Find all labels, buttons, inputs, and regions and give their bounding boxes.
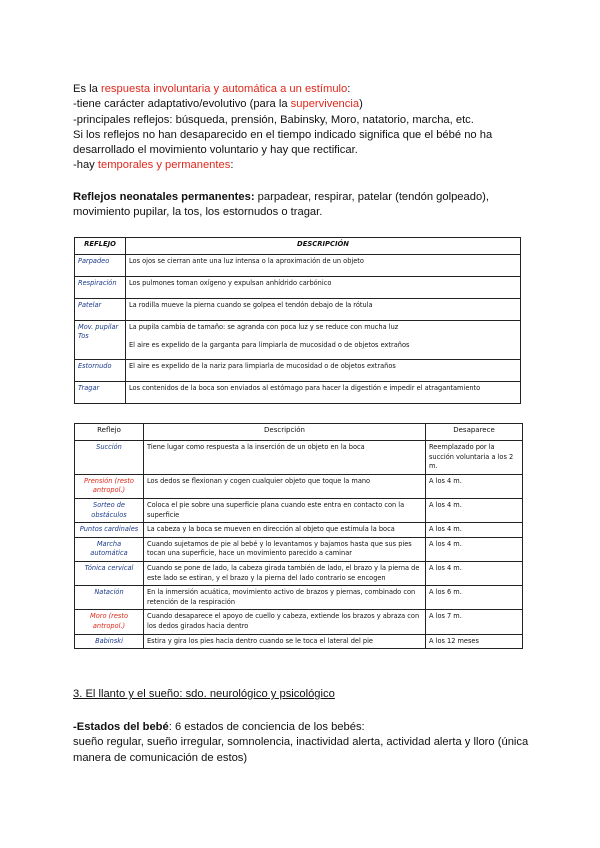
intro-line-5: desarrollado el movimiento voluntario y hay que rectificar. xyxy=(73,144,358,157)
permanent-reflexes-paragraph: Reflejos neonatales permanentes: parpadear, respirar, patelar (tendón golpeado), movimiento pupilar, la tos, los estornudos o tragar. xyxy=(73,191,490,219)
intro-line-2: -tiene carácter adaptativo/evolutivo (para la supervivencia) xyxy=(73,98,363,111)
table-row: Estornudo El aire es expelido de la nariz para limpiarla de mucosidad o de objetos extraños xyxy=(75,360,521,382)
table-row: Babinski Estira y gira los pies hacia dentro cuando se le toca el lateral del pie A los 12 meses xyxy=(75,634,523,649)
table-row: Prensión (resto antropol.) Los dedos se flexionan y cogen cualquier objeto que toque la mano A los 4 m. xyxy=(75,474,523,498)
highlight-temporales: temporales y permanentes xyxy=(97,159,231,172)
section-title: 3. El llanto y el sueño: sdo. neurológico y psicológico xyxy=(73,688,335,700)
temporary-reflexes-table xyxy=(74,423,523,649)
intro-line-3: -principales reflejos: búsqueda, prensión, Babinsky, Moro, natatorio, marcha, etc. xyxy=(73,113,474,126)
table-row: Respiración Los pulmones toman oxígeno y expulsan anhídrido carbónico xyxy=(75,277,521,299)
table-row: Moro (resto antropol.) Cuando desaparece el apoyo de cuello y cabeza, extiende los brazos y abraza con los dedos girados hacia dentro A los 7 m. xyxy=(75,610,523,634)
table-row: Tragar Los contenidos de la boca son enviados al estómago para hacer la digestión e impedir el atragantamiento xyxy=(75,382,521,404)
table-row: Marcha automática Cuando sujetamos de pie al bebé y lo levantamos y bajamos hasta que sus pies tocan una superficie, hace un movimiento parecido a caminar A los 4 m. xyxy=(75,537,523,561)
intro-paragraph xyxy=(73,82,533,174)
states-heading: -Estados del bebé xyxy=(73,721,169,733)
table-header-row: Reflejo Descripción Desaparece xyxy=(75,424,523,441)
table-row: Parpadeo Los ojos se cierran ante una luz intensa o la aproximación de un objeto xyxy=(75,255,521,277)
intro-line-6: -hay temporales y permanentes: xyxy=(73,159,234,172)
table-row: Succión Tiene lugar como respuesta a la inserción de un objeto en la boca Reemplazado por la succión voluntaria a los 2 m. xyxy=(75,441,523,475)
table-row: Mov. pupilar Tos La pupila cambia de tamaño: se agranda con poca luz y se reduce con mucha luz El aire es expelido de la garganta para limpiarla de mucosidad o de objetos extraños xyxy=(75,321,521,360)
highlight-supervivencia: supervivencia xyxy=(290,98,360,111)
table-row: Tónica cervical Cuando se pone de lado, la cabeza girada también de lado, el brazo y la pierna de este lado se estiran, y el brazo y la pierna del lado contrario se encogen A los 4 m. xyxy=(75,561,523,585)
table-row: Puntos cardinales La cabeza y la boca se mueven en dirección al objeto que estimula la boca A los 4 m. xyxy=(75,523,523,538)
intro-line-1: Es la respuesta involuntaria y automática a un estímulo: xyxy=(73,83,351,95)
permanent-reflexes-table xyxy=(74,237,521,404)
permanent-heading: Reflejos neonatales permanentes: xyxy=(73,191,255,203)
highlight-definition: respuesta involuntaria y automática a un estímulo xyxy=(100,83,348,95)
table-row: Sorteo de obstáculos Coloca el pie sobre una superficie plana cuando este entra en contacto con la superficie A los 4 m. xyxy=(75,498,523,522)
table-row: Patelar La rodilla mueve la pierna cuando se golpea el tendón debajo de la rótula xyxy=(75,299,521,321)
intro-line-4: Si los reflejos no han desaparecido en el tiempo indicado significa que el bébé no ha xyxy=(73,128,493,141)
table-row: Natación En la inmersión acuática, movimiento activo de brazos y piernas, combinado con retención de la respiración A los 6 m. xyxy=(75,586,523,610)
baby-states-paragraph: -Estados del bebé: 6 estados de conciencia de los bebés: sueño regular, sueño irregular, somnolencia, inactividad alerta, actividad alerta y lloro (única manera de comunicación de estos) xyxy=(73,721,529,764)
table-header-row: REFLEJO DESCRIPCIÓN xyxy=(75,238,521,255)
